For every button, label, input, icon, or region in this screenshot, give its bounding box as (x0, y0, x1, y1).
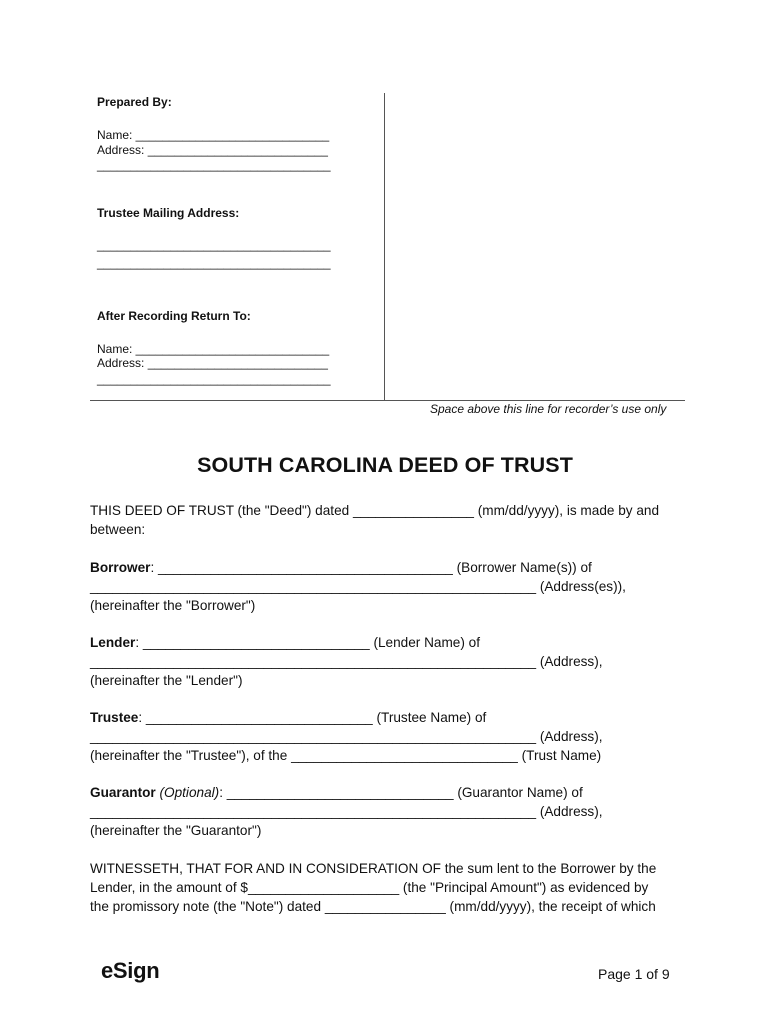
lender-hereinafter: (hereinafter the "Lender") (90, 673, 243, 688)
lender-line1[interactable]: Lender: ______________________________ (Lender Name) of (90, 635, 480, 650)
lender-label: Lender (90, 635, 136, 650)
recorder-note: Space above this line for recorder’s use only (430, 402, 667, 416)
trustee-mailing-label: Trustee Mailing Address: (97, 206, 240, 220)
document-title: SOUTH CAROLINA DEED OF TRUST (197, 453, 573, 477)
guarantor-line1[interactable]: Guarantor (Optional): ______________________________ (Guarantor Name) of (90, 785, 583, 800)
trustee-mailing-line1[interactable]: ___________________________________ (97, 238, 331, 252)
esign-logo: eSign (101, 958, 160, 983)
guarantor-hereinafter: (hereinafter the "Guarantor") (90, 823, 262, 838)
trustee-address-line[interactable]: ___________________________________________________________ (Address), (90, 729, 603, 744)
intro-line2: between: (90, 522, 146, 537)
guarantor-label: Guarantor (90, 785, 156, 800)
recorder-divider-horizontal (90, 400, 685, 401)
return-address-line2[interactable]: ___________________________________ (97, 372, 331, 386)
recorder-divider-vertical (384, 93, 385, 401)
borrower-label: Borrower (90, 560, 151, 575)
prepared-address-line2[interactable]: ___________________________________ (97, 158, 331, 172)
trustee-mailing-line2[interactable]: ___________________________________ (97, 256, 331, 270)
witnesseth-line3[interactable]: the promissory note (the "Note") dated ________________ (mm/dd/yyyy), the receipt of which (90, 899, 656, 914)
return-address-field[interactable]: Address: ___________________________ (97, 356, 328, 370)
witnesseth-line2[interactable]: Lender, in the amount of $____________________ (the "Principal Amount") as evidenced by (90, 880, 649, 895)
borrower-hereinafter: (hereinafter the "Borrower") (90, 598, 256, 613)
trustee-label: Trustee (90, 710, 139, 725)
guarantor-optional: (Optional) (155, 785, 220, 800)
borrower-address-line[interactable]: ___________________________________________________________ (Address(es)), (90, 579, 626, 594)
witnesseth-line1: WITNESSETH, THAT FOR AND IN CONSIDERATION OF the sum lent to the Borrower by the (90, 861, 657, 876)
prepared-name-field[interactable]: Name: _____________________________ (97, 128, 330, 142)
return-to-label: After Recording Return To: (97, 309, 251, 323)
borrower-line1[interactable]: Borrower: _______________________________________ (Borrower Name(s)) of (90, 560, 592, 575)
trustee-line1[interactable]: Trustee: ______________________________ (Trustee Name) of (90, 710, 487, 725)
guarantor-address-line[interactable]: ___________________________________________________________ (Address), (90, 804, 603, 819)
trustee-hereinafter[interactable]: (hereinafter the "Trustee"), of the ______________________________ (Trust Name) (90, 748, 602, 763)
prepared-address-field[interactable]: Address: ___________________________ (97, 143, 328, 157)
return-name-field[interactable]: Name: _____________________________ (97, 342, 330, 356)
intro-line1[interactable]: THIS DEED OF TRUST (the "Deed") dated ________________ (mm/dd/yyyy), is made by and (90, 503, 660, 518)
page-number: Page 1 of 9 (598, 966, 670, 982)
prepared-by-label: Prepared By: (97, 95, 172, 109)
lender-address-line[interactable]: ___________________________________________________________ (Address), (90, 654, 603, 669)
